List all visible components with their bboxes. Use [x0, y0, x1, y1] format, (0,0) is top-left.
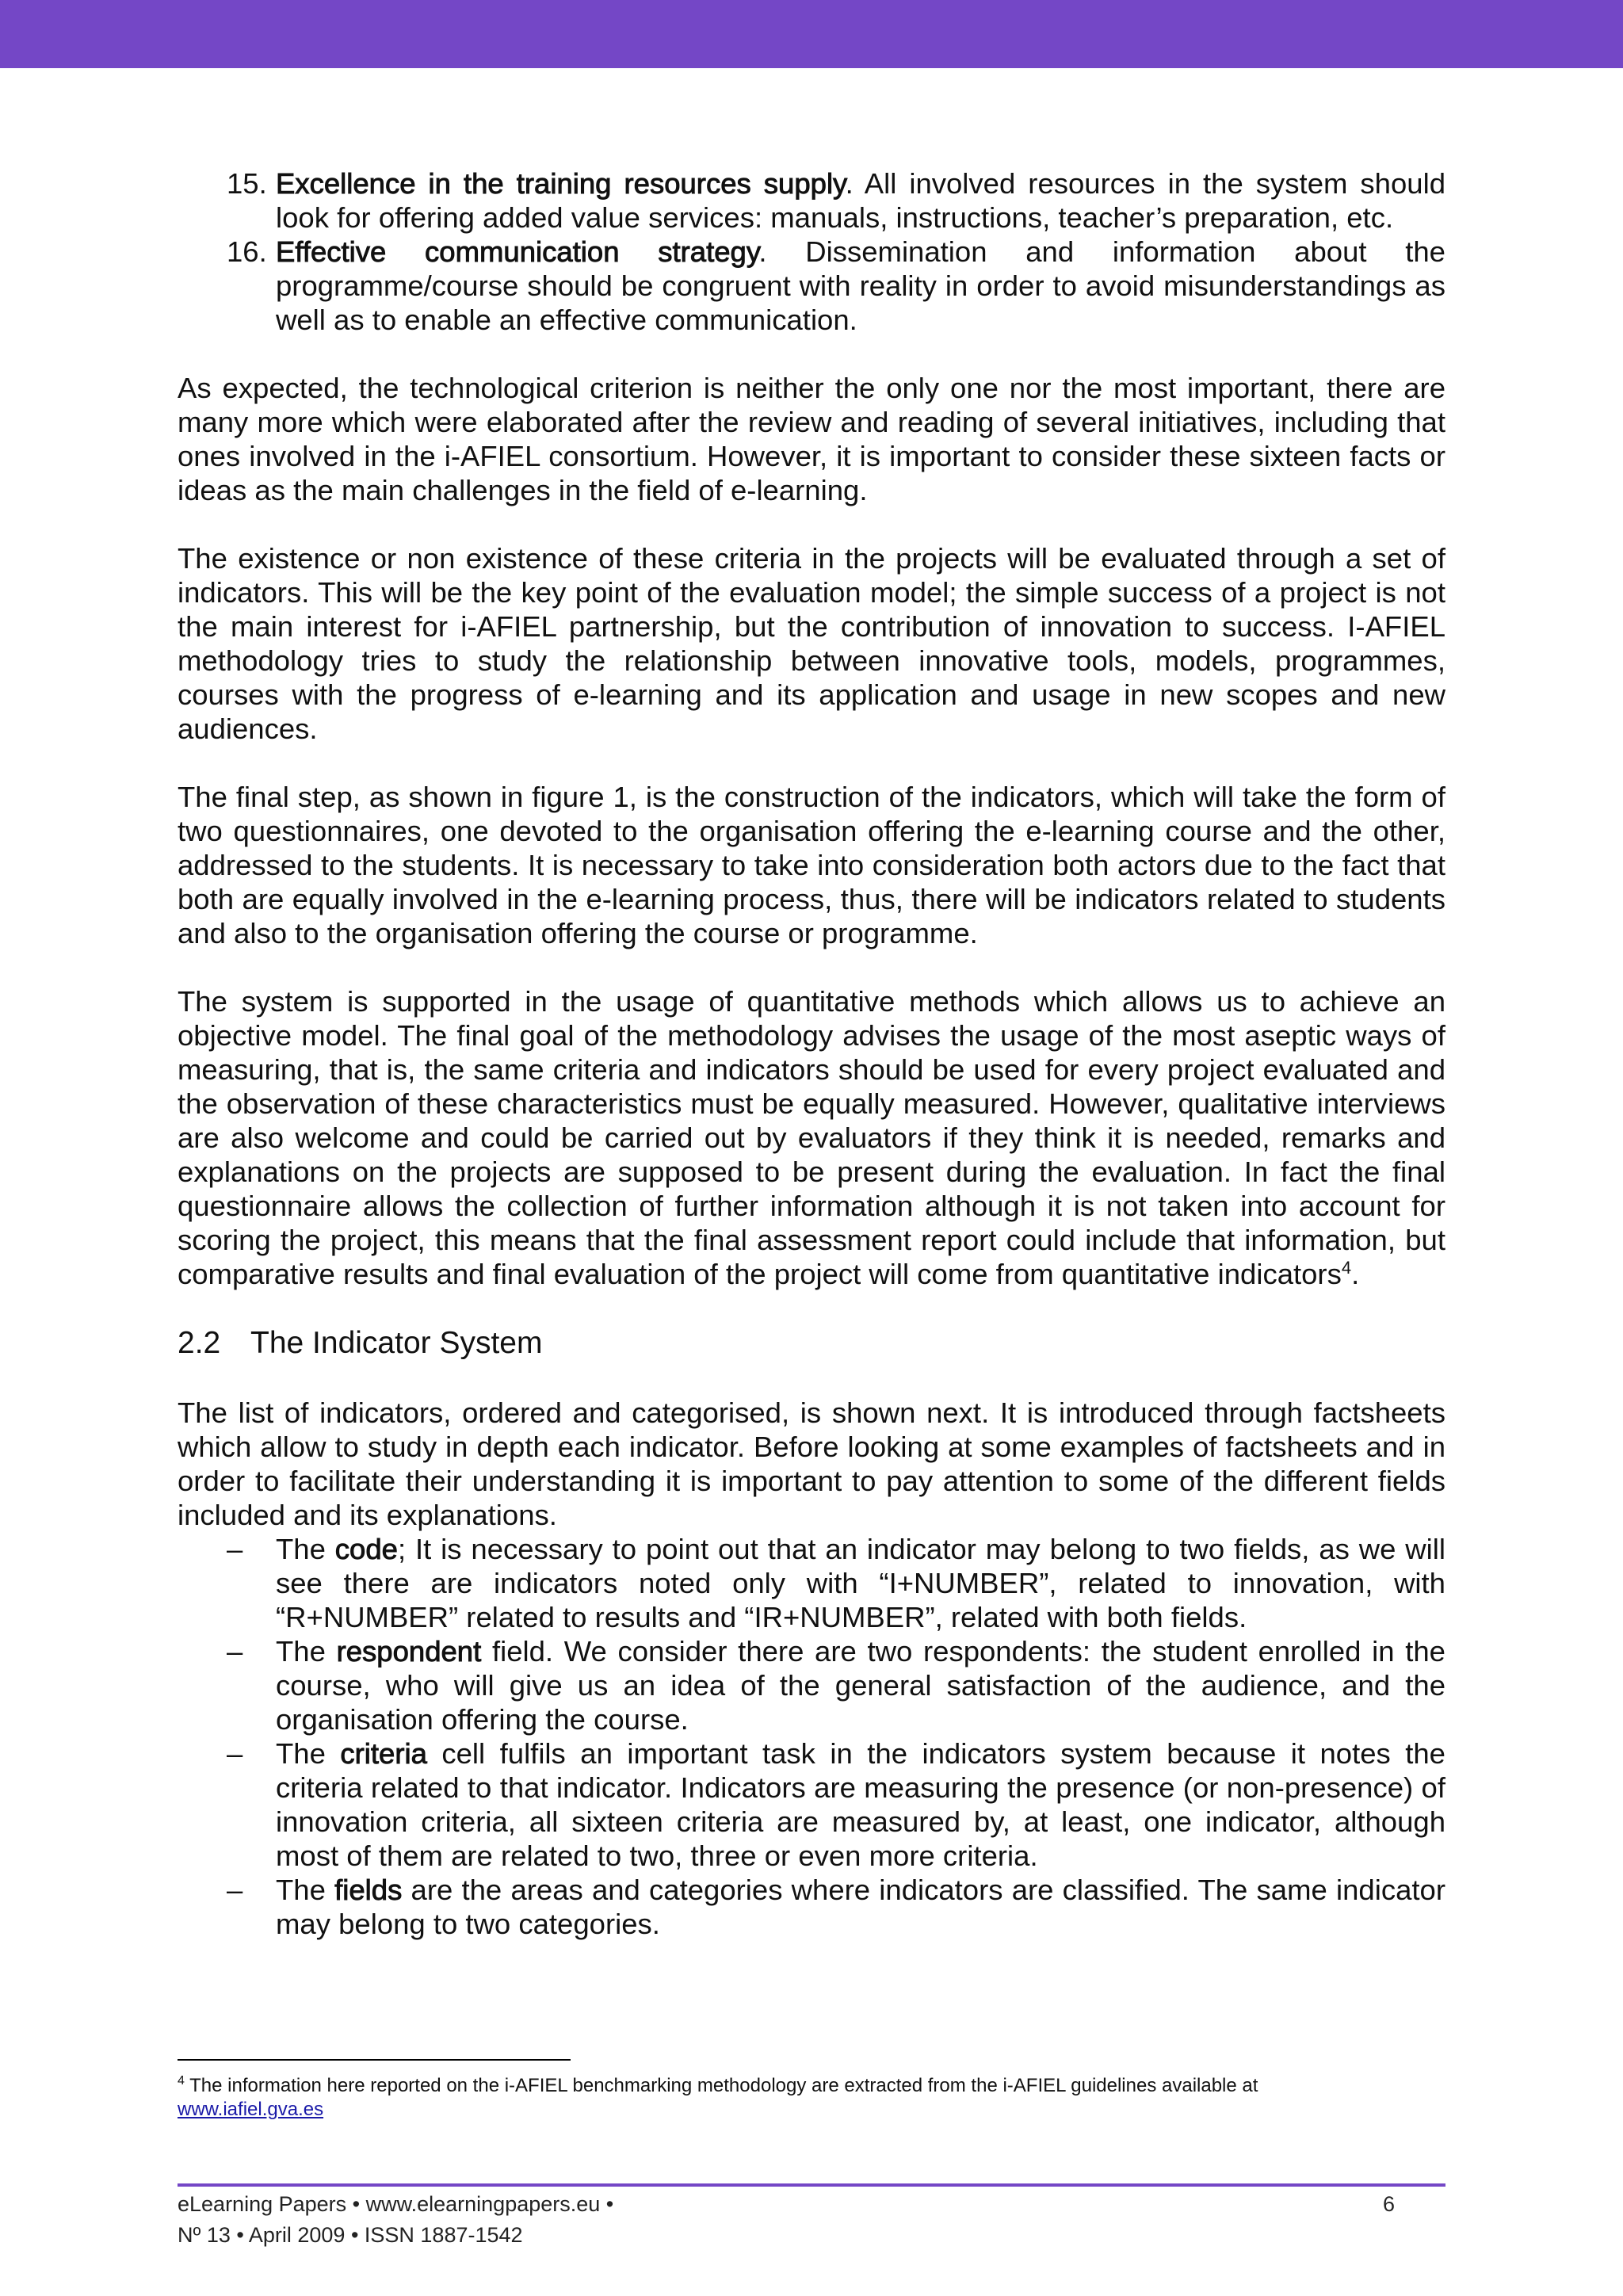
paragraph: The final step, as shown in figure 1, is the construction of the indicators, which will take the form of two questionnaires, one devoted to the organisation offering the e-learning course and the other, addressed to the students. It is necessary to take into consideration both actors due to the fact that both are equally involved in the e-learning process, thus, there will be indicators related to students and also to the organisation offering the course or programme.	[178, 781, 1445, 949]
footnote-link[interactable]: www.iafiel.gva.es	[178, 2099, 324, 2120]
list-item-number: 16.	[227, 235, 267, 268]
paragraph: As expected, the technological criterion is neither the only one nor the most important, there are many more which were elaborated after the review and reading of several initiatives, including that ones involved in the i-AFIEL consortium. However, it is important to consider these sixteen facts or ideas as the main challenges in the field of e-learning.	[178, 372, 1445, 506]
list-item-term: respondent	[336, 1635, 482, 1668]
section-number: 2.2	[178, 1326, 221, 1360]
footnote	[178, 2074, 1445, 2122]
list-item-text: . Dissemination and information about the programme/course should be congruent with reality in order to avoid misunderstandings as well as to enable an effective communication.	[276, 235, 1445, 336]
dash-bullet: –	[227, 1533, 243, 1565]
dash-bullet: –	[227, 1874, 243, 1906]
footnote-reference[interactable]: 4	[1341, 1257, 1352, 1278]
list-item-text: . All involved resources in the system should look for offering added value services: manuals, instructions, teacher’s preparation, etc.	[276, 167, 1445, 234]
field-explanations-list	[178, 1532, 1445, 1941]
footer-publication: eLearning Papers • www.elearningpapers.eu •	[178, 2192, 614, 2216]
footer-issue: Nº 13 • April 2009 • ISSN 1887-1542	[178, 2223, 523, 2247]
list-item-lead: The	[276, 1737, 341, 1770]
footnote-marker: 4	[178, 2074, 185, 2088]
page-number: 6	[1383, 2192, 1396, 2216]
paragraph-end-period: .	[1351, 1258, 1360, 1290]
section-heading	[178, 1325, 1445, 1362]
list-item	[178, 1634, 1445, 1736]
section-title: The Indicator System	[250, 1326, 543, 1360]
list-item	[178, 166, 1445, 235]
list-item-lead: The	[276, 1635, 337, 1668]
list-item-lead: The	[276, 1533, 335, 1565]
list-item-text: ; It is necessary to point out that an indicator may belong to two fields, as we will see there are indicators noted only with “I+NUMBER”, related to innovation, with “R+NUMBER” related to results and “IR+NUMBER”, related with both fields.	[276, 1533, 1445, 1633]
list-item-text: are the areas and categories where indicators are classified. The same indicator may belong to two categories.	[276, 1874, 1445, 1940]
dash-bullet: –	[227, 1737, 243, 1770]
list-item-term: fields	[334, 1874, 403, 1906]
list-item-term: code	[334, 1533, 398, 1565]
list-item-term: criteria	[340, 1737, 427, 1770]
list-item	[178, 1873, 1445, 1941]
dash-bullet: –	[227, 1635, 243, 1668]
list-item	[178, 1532, 1445, 1634]
document-body	[178, 166, 1445, 1941]
paragraph-text: The system is supported in the usage of quantitative methods which allows us to achieve an objective model. The final goal of the methodology advises the usage of the most aseptic ways of measuring, that is, the same criteria and indicators should be used for every project evaluated and the observation of these characteristics must be equally measured. However, qualitative interviews are also welcome and could be carried out by evaluators if they think it is needed, remarks and explanations on the projects are supposed to be present during the evaluation. In fact the final questionnaire allows the collection of further information although it is not taken into account for scoring the project, this means that the final assessment report could include that information, but comparative results and final evaluation of the project will come from quantitative indicators	[178, 985, 1445, 1290]
footer-divider	[178, 2183, 1445, 2187]
list-item	[178, 1736, 1445, 1873]
paragraph-with-footnote	[178, 984, 1445, 1291]
top-accent-bar	[0, 0, 1623, 68]
numbered-criteria-list	[178, 166, 1445, 337]
list-item-number: 15.	[227, 167, 267, 200]
list-item-term: Excellence in the training resources supply	[276, 167, 846, 200]
list-item-text: cell fulfils an important task in the indicators system because it notes the criteria related to that indicator. Indicators are measuring the presence (or non-presence) of innovation criteria, all sixteen criteria are measured by, at least, one indicator, although most of them are related to two, three or even more criteria.	[276, 1737, 1445, 1872]
list-item-lead: The	[276, 1874, 335, 1906]
paragraph: The list of indicators, ordered and categorised, is shown next. It is introduced through factsheets which allow to study in depth each indicator. Before looking at some examples of factsheets and in order to facilitate their understanding it is important to pay attention to some of the different fields included and its explanations.	[178, 1396, 1445, 1531]
paragraph: The existence or non existence of these criteria in the projects will be evaluated through a set of indicators. This will be the key point of the evaluation model; the simple success of a project is not the main interest for i-AFIEL partnership, but the contribution of innovation to success. I-AFIEL methodology tries to study the relationship between innovative tools, models, programmes, courses with the progress of e-learning and its application and usage in new scopes and new audiences.	[178, 542, 1445, 745]
list-item	[178, 235, 1445, 337]
list-item-term: Effective communication strategy	[276, 235, 759, 268]
list-item-text: field. We consider there are two respondents: the student enrolled in the course, who will give us an idea of the general satisfaction of the audience, and the organisation offering the course.	[276, 1635, 1445, 1736]
footnote-divider	[178, 2059, 571, 2061]
footnote-text: The information here reported on the i-AFIEL benchmarking methodology are extracted from the i-AFIEL guidelines available at	[184, 2075, 1258, 2096]
